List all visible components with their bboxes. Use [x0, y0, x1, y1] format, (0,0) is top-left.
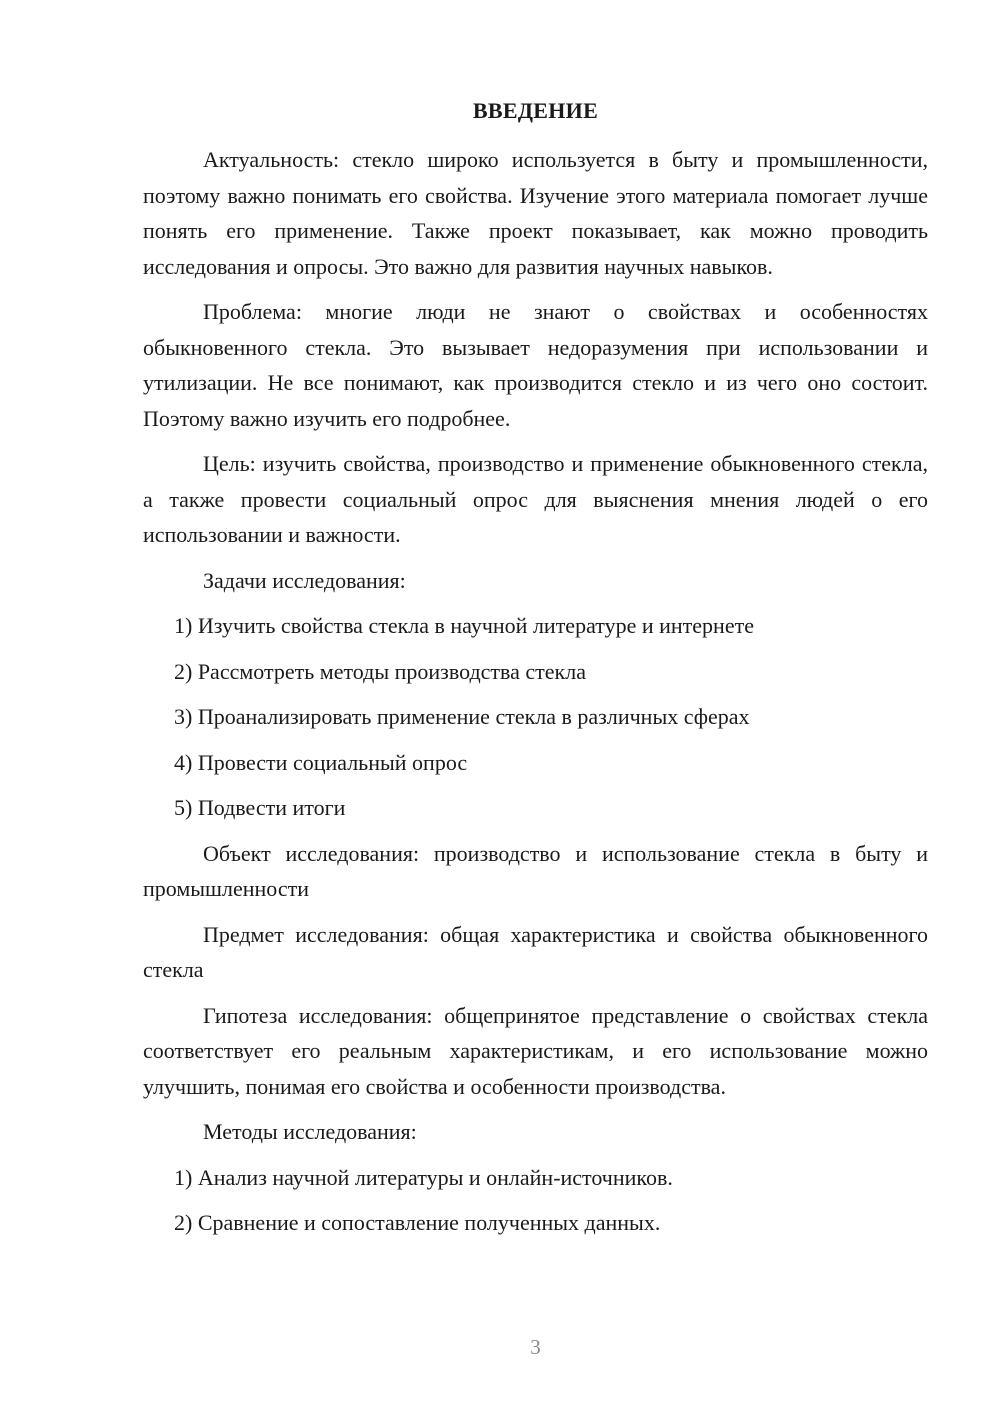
list-item: 1) Изучить свойства стекла в научной литературе и интернете [174, 613, 754, 638]
relevance-paragraph: Актуальность: стекло широко используется в быту и промышленности, поэтому важно понимать его свойства. Изучение этого материала помогает лучше понять его применение. Также проект показывает, как можно проводить исследования и опросы. Это важно для развития научных навыков. [143, 147, 928, 279]
problem-paragraph: Проблема: многие люди не знают о свойствах и особенностях обыкновенного стекла. Это вызывает недоразумения при использовании и утилизации. Не все понимают, как производится стекло и из чего оно состоит. Поэтому важно изучить его подробнее. [143, 299, 928, 431]
hypothesis-paragraph: Гипотеза исследования: общепринятое представление о свойствах стекла соответствует его реальным характеристикам, и его использование можно улучшить, понимая его свойства и особенности производства. [143, 1002, 928, 1099]
methods-list [143, 1160, 928, 1241]
list-item: 3) Проанализировать применение стекла в различных сферах [174, 704, 750, 729]
list-item: 5) Подвести итоги [174, 795, 346, 820]
list-item: 2) Рассмотреть методы производства стекла [174, 658, 586, 684]
page-title: ВВЕДЕНИЕ [472, 98, 599, 123]
subject-paragraph: Предмет исследования: общая характеристика и свойства обыкновенного стекла [143, 921, 928, 982]
page-number: 3 [530, 1335, 541, 1359]
tasks-list [143, 608, 928, 826]
list-item: 2) Сравнение и сопоставление полученных данных. [174, 1210, 661, 1235]
methods-title: Методы исследования: [203, 1119, 417, 1144]
list-item: 1) Анализ научной литературы и онлайн-источников. [174, 1164, 673, 1190]
object-paragraph: Объект исследования: производство и использование стекла в быту и промышленности [143, 840, 928, 901]
tasks-title: Задачи исследования: [203, 567, 406, 593]
list-item: 4) Провести социальный опрос [174, 749, 468, 775]
document-page [143, 0, 928, 1414]
goal-paragraph: Цель: изучить свойства, производство и применение обыкновенного стекла, а также провести социальный опрос для выяснения мнения людей о его использовании и важности. [143, 451, 928, 547]
document-body [143, 142, 928, 1251]
